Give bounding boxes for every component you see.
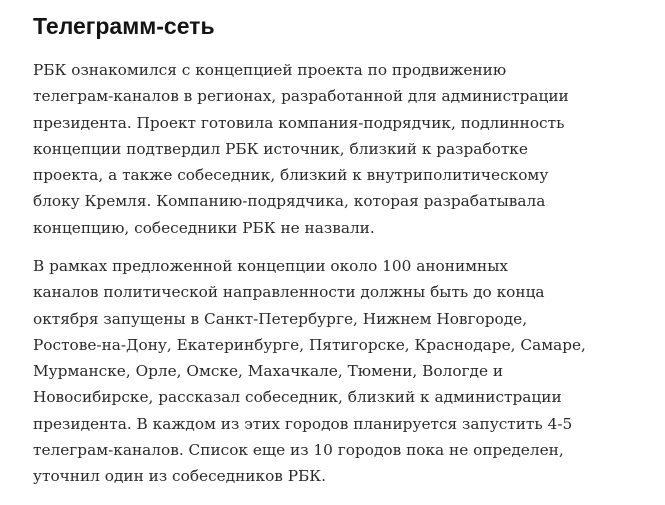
paragraph-line: президента. В каждом из этих городов планируется запустить 4-5: [33, 414, 573, 433]
article-paragraph-1: [33, 57, 653, 241]
paragraph-line: октября запущены в Санкт-Петербурге, Нижнем Новгороде,: [33, 309, 528, 328]
article-paragraph-2: [33, 253, 653, 490]
paragraph-line: РБК ознакомился с концепцией проекта по продвижению: [33, 61, 507, 79]
article-title: Телеграмм-сеть: [33, 13, 215, 39]
paragraph-line: концепции подтвердил РБК источник, близкий к разработке: [33, 139, 528, 158]
paragraph-line: В рамках предложенной концепции около 100 анонимных: [33, 257, 509, 275]
paragraph-line: Мурманске, Орле, Омске, Махачкале, Тюмени, Вологде и: [33, 362, 504, 381]
paragraph-line: Новосибирске, рассказал собеседник, близкий к администрации: [33, 388, 562, 407]
paragraph-line: президента. Проект готовила компания-подрядчик, подлинность: [33, 113, 565, 132]
paragraph-line: проекта, а также собеседник, близкий к внутриполитическому: [33, 166, 549, 185]
paragraph-line: Ростове-на-Дону, Екатеринбурге, Пятигорске, Краснодаре, Самаре,: [33, 335, 586, 354]
paragraph-line: уточнил один из собеседников РБК.: [33, 467, 326, 486]
paragraph-line: телеграм-каналов. Список еще из 10 городов пока не определен,: [33, 441, 564, 460]
paragraph-line: каналов политической направленности должны быть до конца: [33, 283, 545, 302]
paragraph-line: телеграм-каналов в регионах, разработанной для администрации: [33, 87, 569, 106]
paragraph-line: блоку Кремля. Компанию-подрядчика, которая разрабатывала: [33, 192, 546, 211]
paragraph-line: концепцию, собеседники РБК не назвали.: [33, 218, 375, 237]
